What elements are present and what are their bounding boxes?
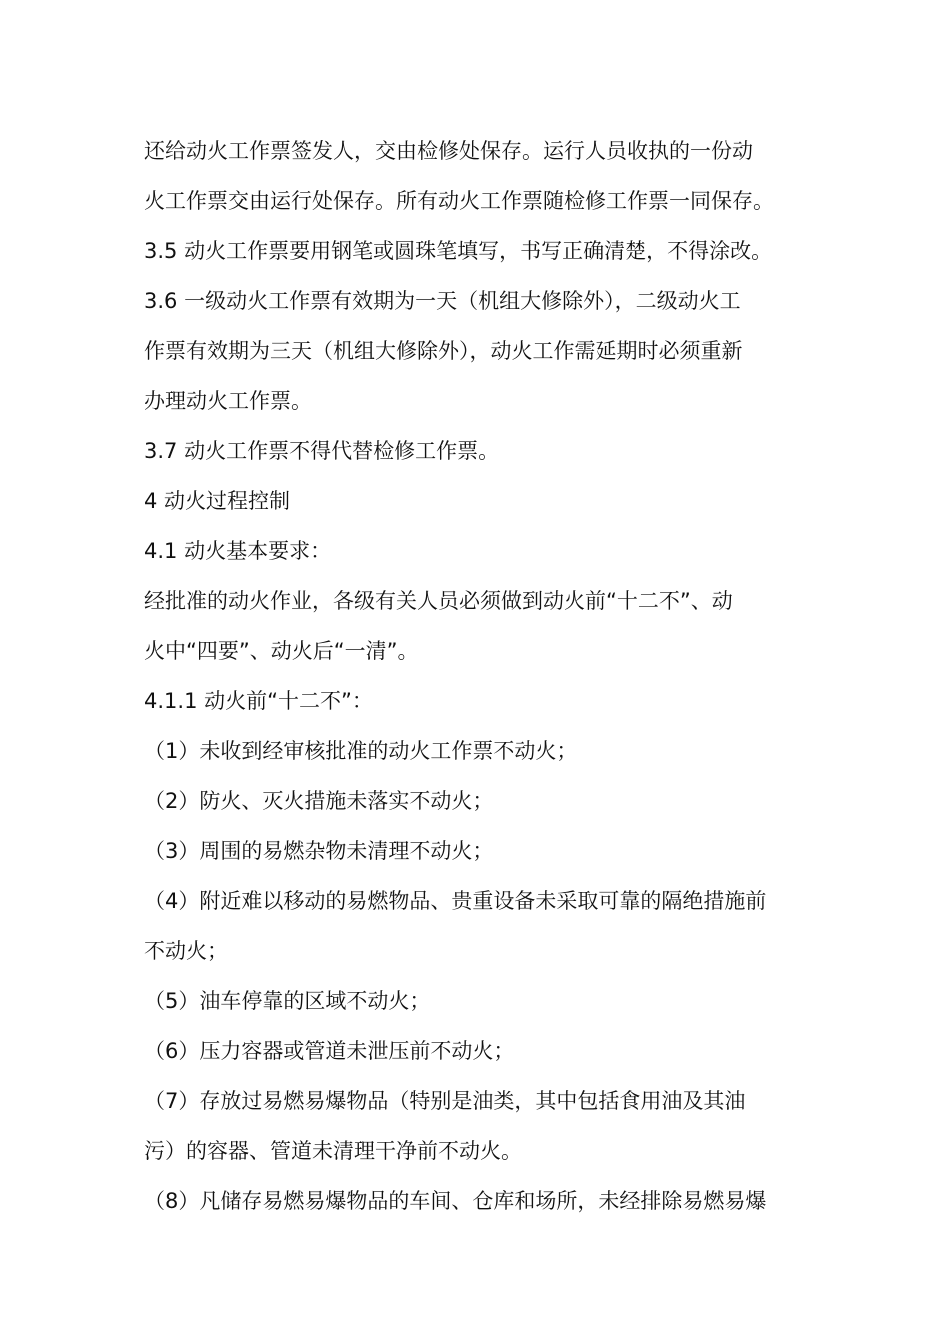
list-item: （3）周围的易燃杂物未清理不动火； xyxy=(144,839,494,863)
section-4-heading: 4 动火过程控制 xyxy=(144,489,291,513)
text-line: 经批准的动火作业，各级有关人员必须做到动火前“十二不”、动 xyxy=(144,589,733,613)
section-4-1-1-heading: 4.1.1 动火前“十二不”： xyxy=(144,689,373,713)
list-item: （8）凡储存易燃易爆物品的车间、仓库和场所，未经排除易燃易爆 xyxy=(144,1189,767,1213)
document-body xyxy=(144,126,814,1226)
section-3-5: 3.5 动火工作票要用钢笔或圆珠笔填写，书写正确清楚，不得涂改。 xyxy=(144,239,773,263)
text-line: 火工作票交由运行处保存。所有动火工作票随检修工作票一同保存。 xyxy=(144,189,774,213)
list-item: （2）防火、灭火措施未落实不动火； xyxy=(144,789,494,813)
list-item: （1）未收到经审核批准的动火工作票不动火； xyxy=(144,739,578,763)
section-3-7: 3.7 动火工作票不得代替检修工作票。 xyxy=(144,439,500,463)
list-item-continuation: 污）的容器、管道未清理干净前不动火。 xyxy=(144,1139,522,1163)
text-line: 作票有效期为三天（机组大修除外），动火工作需延期时必须重新 xyxy=(144,339,743,363)
text-line: 还给动火工作票签发人，交由检修处保存。运行人员收执的一份动 xyxy=(144,139,753,163)
list-item: （5）油车停靠的区域不动火； xyxy=(144,989,431,1013)
text-line: 火中“四要”、动火后“一清”。 xyxy=(144,639,419,663)
text-line: 办理动火工作票。 xyxy=(144,389,312,413)
list-item: （6）压力容器或管道未泄压前不动火； xyxy=(144,1039,515,1063)
list-item: （7）存放过易燃易爆物品（特别是油类，其中包括食用油及其油 xyxy=(144,1089,746,1113)
section-4-1-heading: 4.1 动火基本要求： xyxy=(144,539,332,563)
list-item-continuation: 不动火； xyxy=(144,939,228,963)
section-3-6: 3.6 一级动火工作票有效期为一天（机组大修除外），二级动火工 xyxy=(144,289,741,313)
list-item: （4）附近难以移动的易燃物品、贵重设备未采取可靠的隔绝措施前 xyxy=(144,889,767,913)
